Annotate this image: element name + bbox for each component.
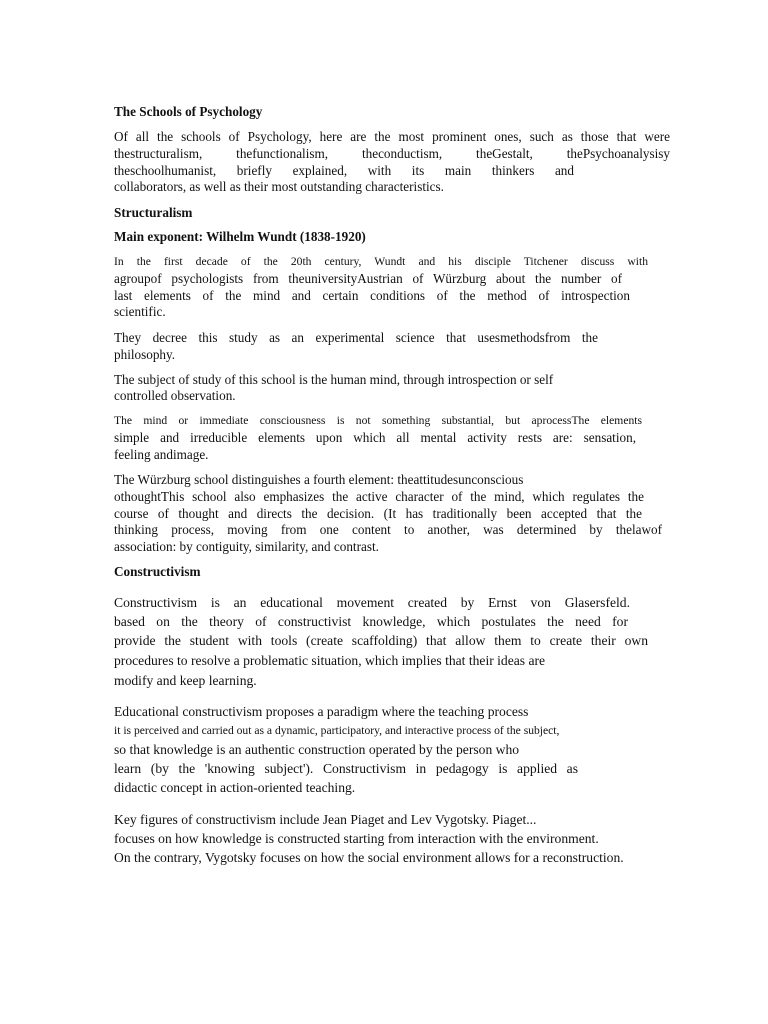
intro-line-3: theschoolhumanist, briefly explained, with its main thinkers and	[114, 163, 574, 178]
constructivism-p1-line-4: procedures to resolve a problematic situation, which implies that their ideas are	[114, 653, 546, 668]
constructivism-p2-line-3: so that knowledge is an authentic construction operated by the person who	[114, 742, 520, 757]
constructivism-heading: Constructivism	[114, 564, 201, 579]
structuralism-p3-line-2: controlled observation.	[114, 388, 236, 403]
intro-line-2: thestructuralism, thefunctionalism, theconductism, theGestalt, thePsychoanalysisy	[114, 146, 670, 161]
document-page	[114, 0, 674, 1024]
constructivism-p2-line-1: Educational constructivism proposes a paradigm where the teaching process	[114, 704, 529, 719]
structuralism-exponent: Main exponent: Wilhelm Wundt (1838-1920)	[114, 229, 366, 244]
constructivism-p2-line-2: it is perceived and carried out as a dynamic, participatory, and interactive process of the subject,	[114, 724, 560, 737]
structuralism-p4-line-1: The mind or immediate consciousness is not something substantial, but aprocessThe elements	[114, 414, 642, 427]
structuralism-p5-line-3: course of thought and directs the decision. (It has traditionally been accepted that the	[114, 506, 642, 521]
structuralism-p5-line-4: thinking process, moving from one content to another, was determined by thelawof	[114, 522, 662, 537]
structuralism-p4-line-3: feeling andimage.	[114, 447, 209, 462]
structuralism-p5-line-5: association: by contiguity, similarity, and contrast.	[114, 539, 379, 554]
constructivism-p1-line-1: Constructivism is an educational movement created by Ernst von Glasersfeld.	[114, 595, 630, 610]
structuralism-p5-line-1: The Würzburg school distinguishes a fourth element: theattitudesunconscious	[114, 472, 524, 487]
constructivism-p2-line-5: didactic concept in action-oriented teaching.	[114, 780, 356, 795]
structuralism-p1-line-4: scientific.	[114, 304, 166, 319]
structuralism-p1-line-1: In the first decade of the 20th century, Wundt and his disciple Titchener discuss with	[114, 255, 648, 268]
structuralism-p3-line-1: The subject of study of this school is the human mind, through introspection or self	[114, 372, 554, 387]
intro-line-4: collaborators, as well as their most outstanding characteristics.	[114, 179, 444, 194]
structuralism-p1-line-2: agroupof psychologists from theuniversityAustrian of Würzburg about the number of	[114, 271, 622, 286]
constructivism-p3-line-2: focuses on how knowledge is constructed starting from interaction with the environment.	[114, 831, 599, 846]
intro-line-1: Of all the schools of Psychology, here are the most prominent ones, such as those that were	[114, 129, 670, 144]
constructivism-p3-line-3: On the contrary, Vygotsky focuses on how the social environment allows for a reconstruction.	[114, 850, 624, 865]
constructivism-p1-line-2: based on the theory of constructivist knowledge, which postulates the need for	[114, 614, 628, 629]
constructivism-p3-line-1: Key figures of constructivism include Jean Piaget and Lev Vygotsky. Piaget...	[114, 812, 537, 827]
constructivism-p2-line-4: learn (by the 'knowing subject'). Constructivism in pedagogy is applied as	[114, 761, 578, 776]
constructivism-p1-line-3: provide the student with tools (create scaffolding) that allow them to create their own	[114, 633, 648, 648]
structuralism-p2-line-2: philosophy.	[114, 347, 176, 362]
constructivism-p1-line-5: modify and keep learning.	[114, 673, 257, 688]
structuralism-p1-line-3: last elements of the mind and certain conditions of the method of introspection	[114, 288, 630, 303]
structuralism-p4-line-2: simple and irreducible elements upon which all mental activity rests are: sensation,	[114, 430, 636, 445]
document-title: The Schools of Psychology	[114, 104, 263, 119]
structuralism-heading: Structuralism	[114, 205, 193, 220]
structuralism-p2-line-1: They decree this study as an experimental science that usesmethodsfrom the	[114, 330, 598, 345]
structuralism-p5-line-2: othoughtThis school also emphasizes the active character of the mind, which regulates the	[114, 489, 644, 504]
